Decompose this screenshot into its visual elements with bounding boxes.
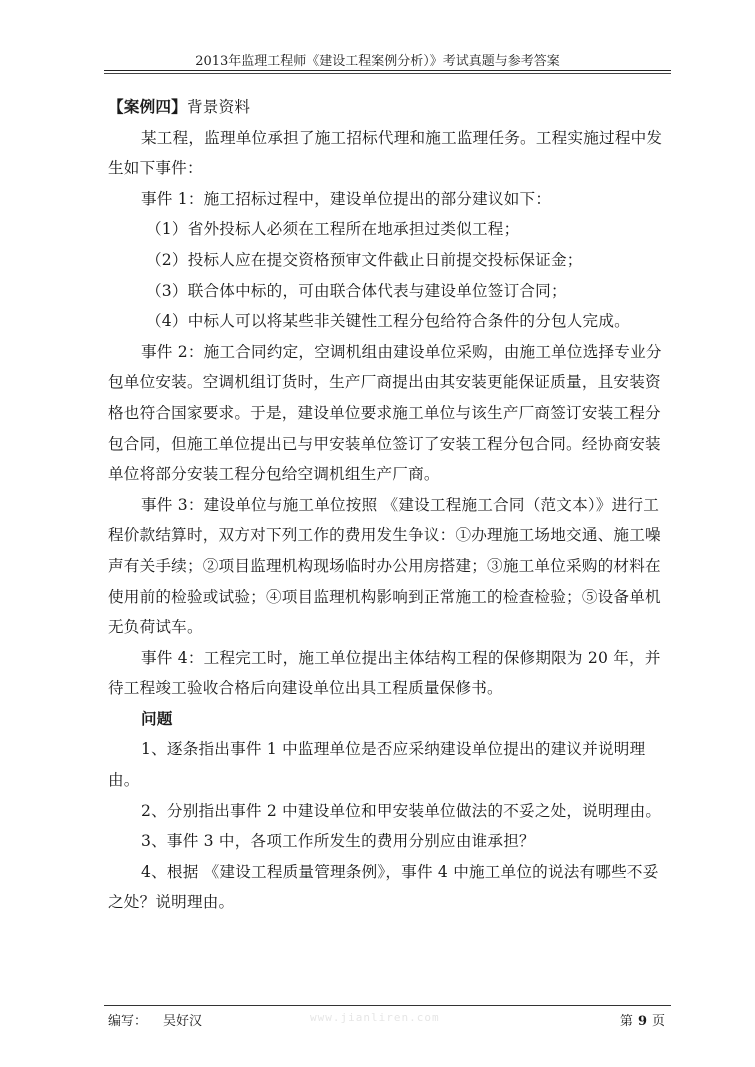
footer-editor — [108, 1010, 202, 1029]
page-number-prefix: 第 — [619, 1014, 633, 1029]
page-content — [108, 92, 673, 918]
footer-rule — [104, 1005, 671, 1006]
event-2-paragraph: 事件 2：施工合同约定，空调机组由建设单位采购，由施工单位选择专业分包单位安装。空调机组订货时，生产厂商提出由其安装更能保证质量，且安装资格也符合国家要求。于是，建设单位要求施工单位与该生产厂商签订安装工程分包合同，但施工单位提出已与甲安装单位签订了安装工程分包合同。经协商安装单位将部分安装工程分包给空调机组生产厂商。 — [108, 342, 662, 484]
event-1-item: （4）中标人可以将某些非关键性工程分包给符合条件的分包人完成。 — [146, 312, 630, 331]
case-intro-paragraph: 某工程，监理单位承担了施工招标代理和施工监理任务。工程实施过程中发生如下事件： — [108, 128, 663, 178]
page-number-suffix: 页 — [651, 1014, 665, 1029]
header-rule — [104, 70, 671, 71]
question-item: 2、分别指出事件 2 中建设单位和甲安装单位做法的不妥之处，说明理由。 — [141, 801, 662, 820]
footer-editor-label: 编写： — [108, 1014, 148, 1029]
page-number-value: 9 — [637, 1014, 647, 1029]
event-3-paragraph: 事件 3：建设单位与施工单位按照 《建设工程施工合同（范文本）》进行工程价款结算时，双方对下列工作的费用发生争议：①办理施工场地交通、施工噪声有关手续；②项目监理机构现场临时办公用房搭建；③施工单位采购的材料在使用前的检验或试验；④项目监理机构影响到正常施工的检查检验；⑤设备单机无负荷试车。 — [108, 495, 661, 637]
event-1-item: （1）省外投标人必须在工程所在地承担过类似工程； — [146, 220, 520, 239]
case-heading — [108, 92, 673, 123]
question-item: 1、逐条指出事件 1 中监理单位是否应采纳建设单位提出的建议并说明理由。 — [108, 740, 646, 790]
case-heading-label: 【案例四】 — [108, 97, 187, 116]
footer-watermark: www.jianliren.com — [310, 1011, 440, 1024]
question-item: 3、事件 3 中，各项工作所发生的费用分别应由谁承担？ — [141, 832, 535, 851]
event-4-paragraph: 事件 4：工程完工时，施工单位提出主体结构工程的保修期限为 20 年，并待工程竣工验收合格后向建设单位出具工程质量保修书。 — [108, 648, 661, 698]
case-heading-subtitle: 背景资料 — [186, 98, 251, 116]
footer-page-number — [620, 1010, 665, 1029]
event-1-item: （2）投标人应在提交资格预审文件截止日前提交投标保证金； — [146, 250, 583, 269]
header-rule-thin — [104, 73, 671, 74]
event-1-item: （3）联合体中标的，可由联合体代表与建设单位签订合同； — [146, 281, 567, 300]
event-1-paragraph: 事件 1：施工招标过程中，建设单位提出的部分建议如下： — [141, 189, 552, 208]
footer-editor-name: 吴好汉 — [163, 1014, 203, 1029]
question-item: 4、根据 《建设工程质量管理条例》，事件 4 中施工单位的说法有哪些不妥之处？说明理由。 — [108, 862, 659, 912]
questions-heading: 问题 — [141, 708, 173, 728]
page-header-title: 2013年监理工程师《建设工程案例分析）》考试真题与参考答案 — [195, 54, 560, 69]
